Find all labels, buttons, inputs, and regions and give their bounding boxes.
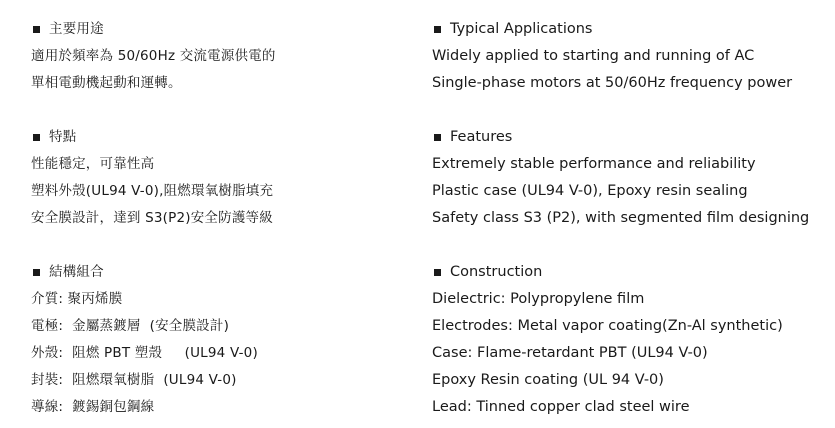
body-line: 外殼: 阻燃 PBT 塑殼 (UL94 V-0) bbox=[31, 345, 258, 361]
body-line: 塑料外殼(UL94 V-0),阻燃環氧樹脂填充 bbox=[31, 183, 274, 199]
body-line: Widely applied to starting and running of AC bbox=[432, 48, 755, 64]
body-line: 封裝: 阻燃環氧樹脂 (UL94 V-0) bbox=[31, 372, 237, 388]
section-typical-applications bbox=[432, 16, 832, 97]
body-line: Safety class S3 (P2), with segmented film designing bbox=[432, 210, 810, 226]
heading-text: 主要用途 bbox=[49, 21, 104, 37]
section-heading bbox=[432, 16, 832, 43]
section-main-uses-zh bbox=[31, 16, 411, 97]
section-heading bbox=[31, 259, 411, 286]
heading-text: Features bbox=[450, 129, 513, 145]
section-construction-zh bbox=[31, 259, 411, 421]
body-line: 單相電動機起動和運轉。 bbox=[31, 75, 182, 91]
square-bullet-icon bbox=[434, 269, 441, 276]
body-line: Single-phase motors at 50/60Hz frequency power bbox=[432, 75, 793, 91]
section-heading bbox=[31, 16, 411, 43]
heading-text: 特點 bbox=[49, 129, 77, 145]
body-line: Case: Flame-retardant PBT (UL94 V-0) bbox=[432, 345, 708, 361]
section-features bbox=[432, 124, 832, 232]
section-heading bbox=[432, 124, 832, 151]
square-bullet-icon bbox=[33, 269, 40, 276]
square-bullet-icon bbox=[434, 26, 441, 33]
heading-text: Construction bbox=[450, 264, 543, 280]
body-line: Dielectric: Polypropylene film bbox=[432, 291, 645, 307]
body-line: 安全膜設計，達到 S3(P2)安全防護等級 bbox=[31, 210, 273, 226]
body-line: 適用於頻率為 50/60Hz 交流電源供電的 bbox=[31, 48, 276, 64]
body-line: 導線: 鍍錫銅包鋼線 bbox=[31, 399, 155, 415]
square-bullet-icon bbox=[434, 134, 441, 141]
section-heading bbox=[31, 124, 411, 151]
body-line: 電極: 金屬蒸鍍層 (安全膜設計) bbox=[31, 318, 230, 334]
heading-text: 結構組合 bbox=[49, 264, 104, 280]
section-construction bbox=[432, 259, 832, 421]
body-line: 性能穩定，可靠性高 bbox=[31, 156, 155, 172]
body-line: Epoxy Resin coating (UL 94 V-0) bbox=[432, 372, 664, 388]
body-line: Plastic case (UL94 V-0), Epoxy resin sealing bbox=[432, 183, 748, 199]
square-bullet-icon bbox=[33, 26, 40, 33]
body-line: 介質: 聚丙烯膜 bbox=[31, 291, 123, 307]
body-line: Lead: Tinned copper clad steel wire bbox=[432, 399, 690, 415]
body-line: Extremely stable performance and reliability bbox=[432, 156, 756, 172]
section-features-zh bbox=[31, 124, 411, 232]
square-bullet-icon bbox=[33, 134, 40, 141]
section-heading bbox=[432, 259, 832, 286]
heading-text: Typical Applications bbox=[450, 21, 593, 37]
body-line: Electrodes: Metal vapor coating(Zn-Al synthetic) bbox=[432, 318, 783, 334]
